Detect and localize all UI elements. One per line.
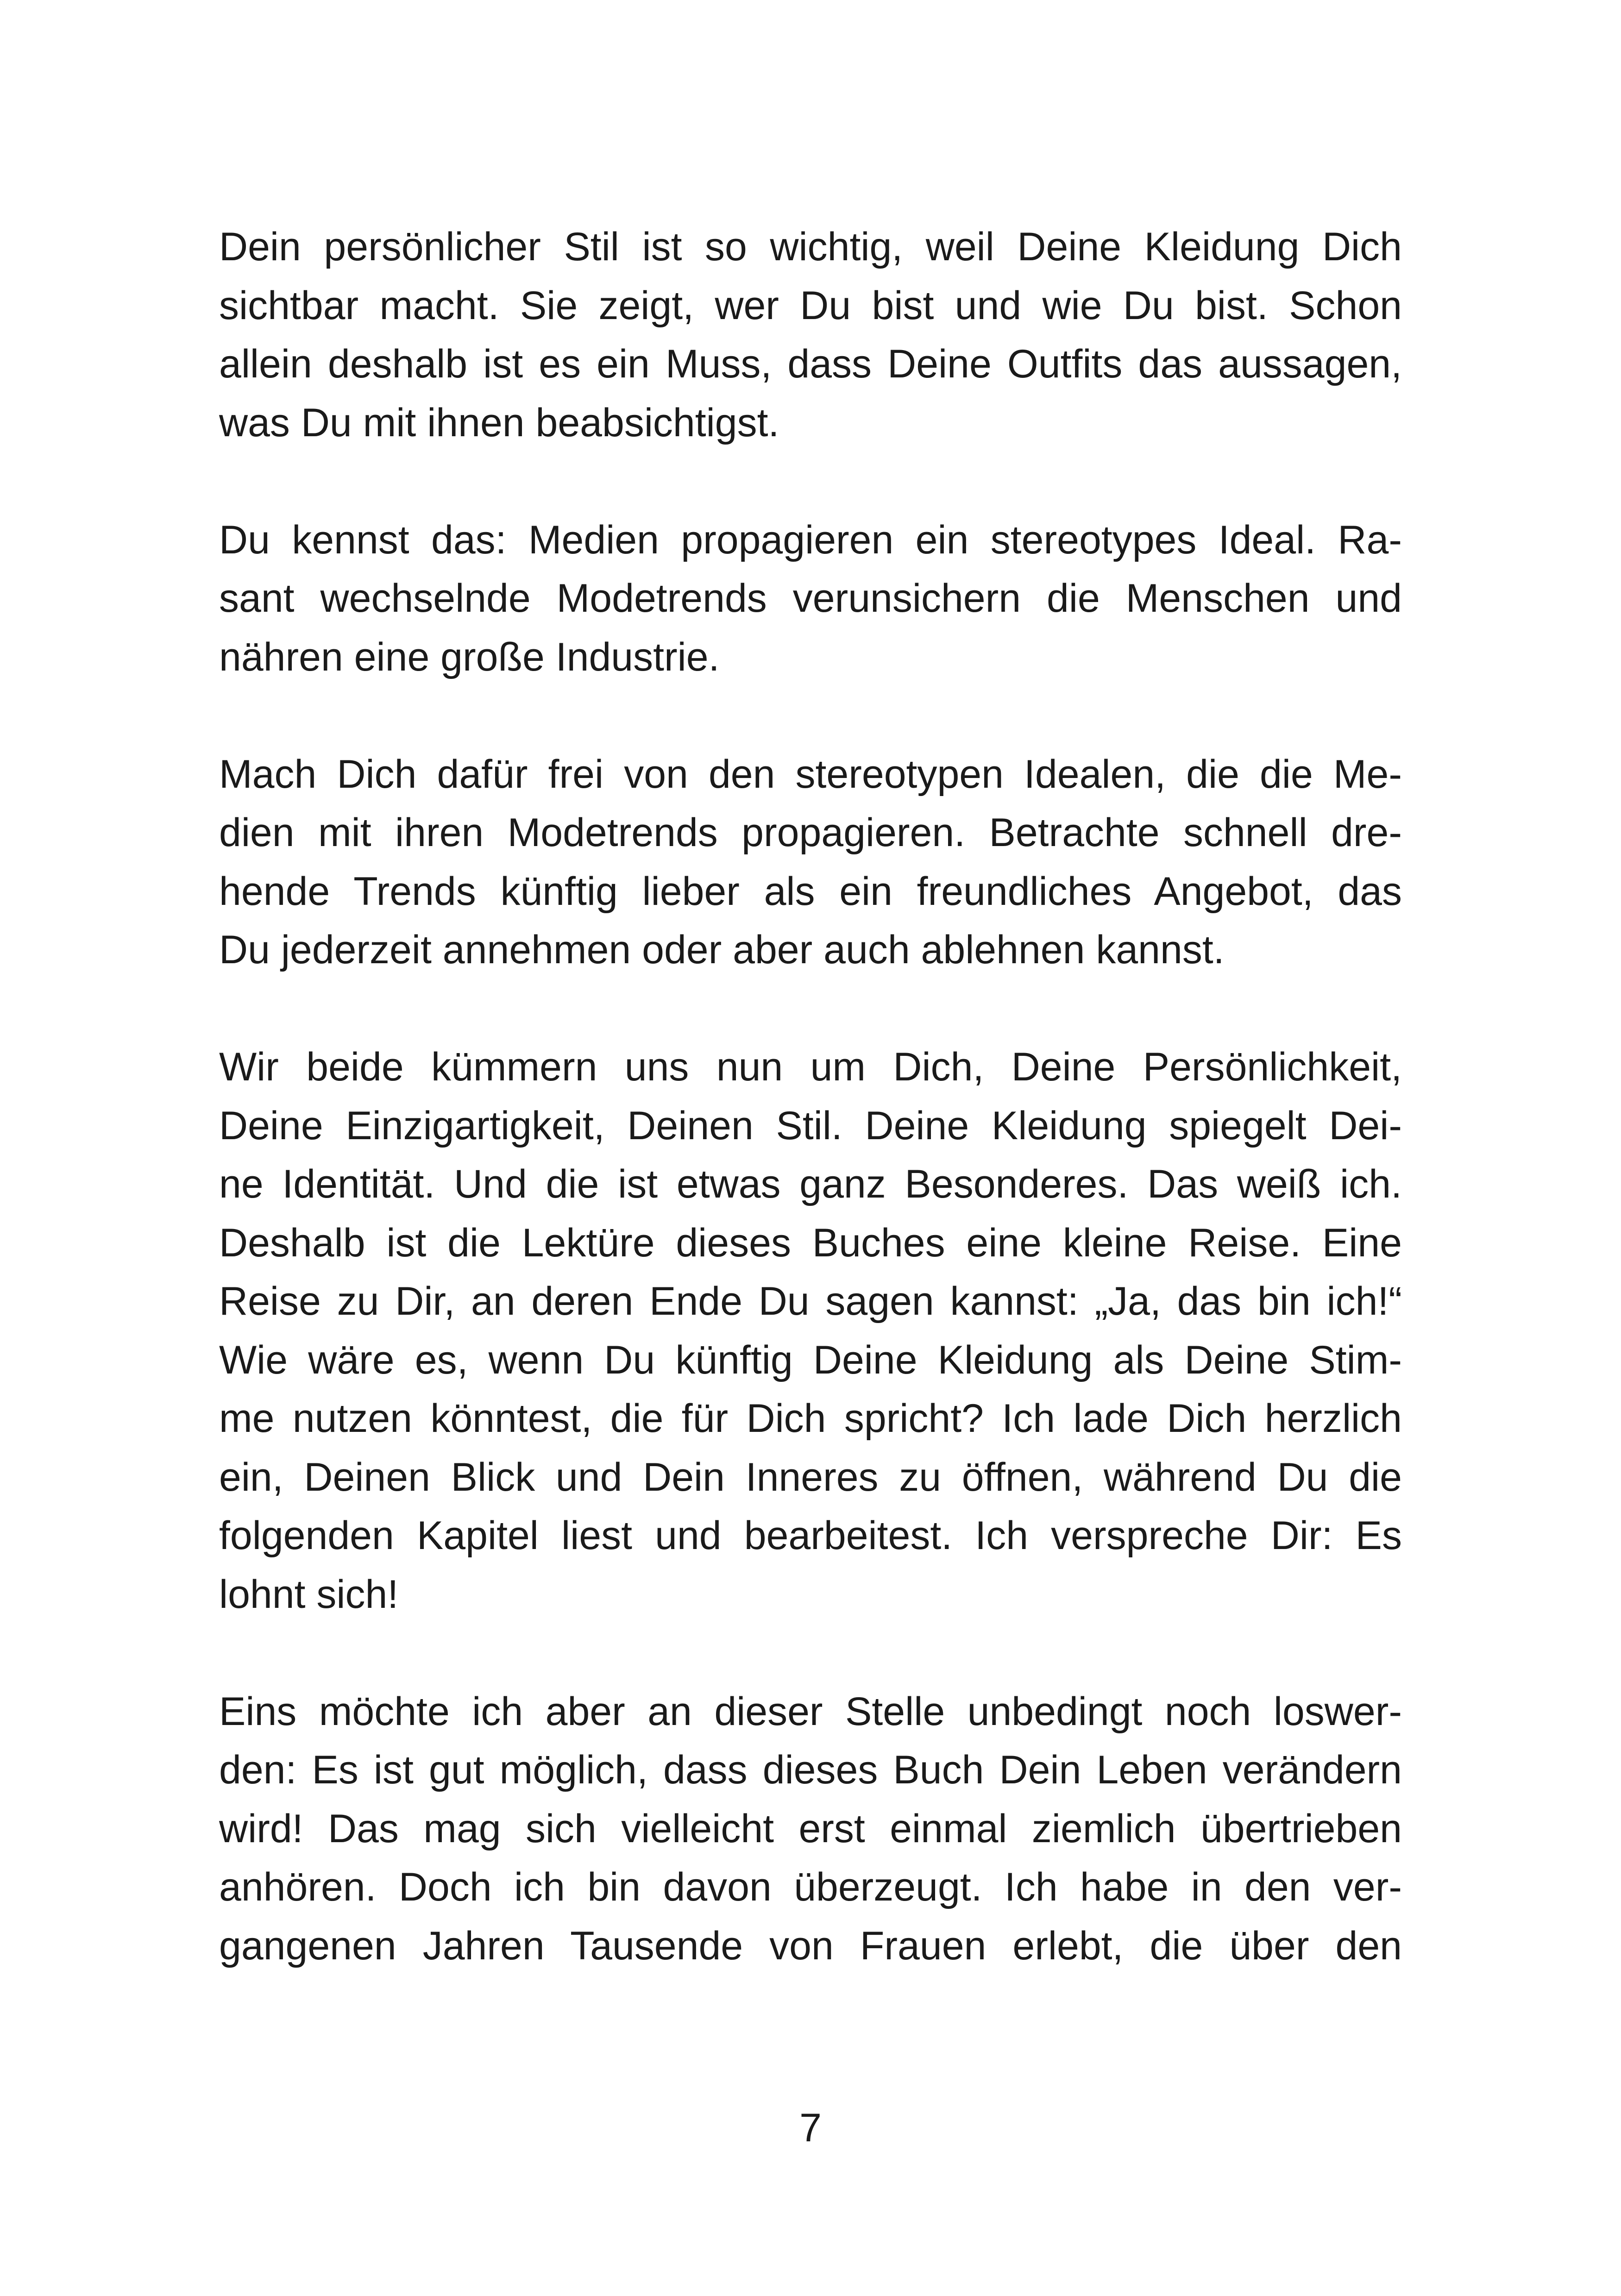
text-line: anhören. Doch ich bin davon überzeugt. Ich habe in den ver- — [219, 1865, 1402, 1909]
text-line: Wir beide kümmern uns nun um Dich, Deine Persönlichkeit, — [219, 1045, 1402, 1089]
page-number: 7 — [799, 2106, 822, 2150]
text-line: wird! Das mag sich vielleicht erst einmal ziemlich übertrieben — [219, 1806, 1402, 1851]
text-line: gangenen Jahren Tausende von Frauen erlebt, die über den — [219, 1923, 1402, 1968]
text-line: Wie wäre es, wenn Du künftig Deine Kleidung als Deine Stim- — [219, 1337, 1402, 1382]
text-line: Du jederzeit annehmen oder aber auch ablehnen kannst. — [219, 928, 1225, 972]
paragraph-gap — [219, 1624, 1402, 1682]
text-line: Deine Einzigartigkeit, Deinen Stil. Deine Kleidung spiegelt Dei- — [219, 1103, 1402, 1148]
text-line: Dein persönlicher Stil ist so wichtig, weil Deine Kleidung Dich — [219, 225, 1402, 269]
text-line: Mach Dich dafür frei von den stereotypen Idealen, die die Me- — [219, 752, 1402, 797]
paragraph-4 — [219, 1038, 1402, 1624]
paragraph-gap — [219, 979, 1402, 1038]
text-line: folgenden Kapitel liest und bearbeitest. Ich verspreche Dir: Es — [219, 1513, 1402, 1558]
paragraph-3 — [219, 745, 1402, 979]
text-line: ein, Deinen Blick und Dein Inneres zu öffnen, während Du die — [219, 1455, 1402, 1499]
text-line: Deshalb ist die Lektüre dieses Buches eine kleine Reise. Eine — [219, 1220, 1402, 1265]
text-line: Du kennst das: Medien propagieren ein stereotypes Ideal. Ra- — [219, 517, 1402, 562]
text-line: ne Identität. Und die ist etwas ganz Besonderes. Das weiß ich. — [219, 1162, 1402, 1206]
paragraph-1 — [219, 218, 1402, 452]
paragraph-2 — [219, 511, 1402, 687]
text-line: dien mit ihren Modetrends propagieren. Betrachte schnell dre- — [219, 810, 1402, 855]
text-line: allein deshalb ist es ein Muss, dass Deine Outfits das aussagen, — [219, 342, 1402, 386]
body-text — [219, 218, 1402, 1975]
paragraph-5 — [219, 1682, 1402, 1976]
text-line: Reise zu Dir, an deren Ende Du sagen kannst: „Ja, das bin ich!“ — [219, 1279, 1402, 1324]
paragraph-gap — [219, 452, 1402, 511]
text-line: sichtbar macht. Sie zeigt, wer Du bist und wie Du bist. Schon — [219, 283, 1402, 328]
text-line: hende Trends künftig lieber als ein freundliches Angebot, das — [219, 869, 1402, 914]
text-line: lohnt sich! — [219, 1572, 399, 1617]
text-line: me nutzen könntest, die für Dich spricht? Ich lade Dich herzlich — [219, 1396, 1402, 1441]
text-line: den: Es ist gut möglich, dass dieses Buch Dein Leben verändern — [219, 1748, 1402, 1792]
paragraph-gap — [219, 686, 1402, 745]
text-line: sant wechselnde Modetrends verunsichern die Menschen und — [219, 576, 1402, 621]
text-line: was Du mit ihnen beabsichtigst. — [219, 400, 779, 445]
text-line: nähren eine große Industrie. — [219, 634, 720, 679]
text-line: Eins möchte ich aber an dieser Stelle unbedingt noch loswer- — [219, 1689, 1402, 1734]
